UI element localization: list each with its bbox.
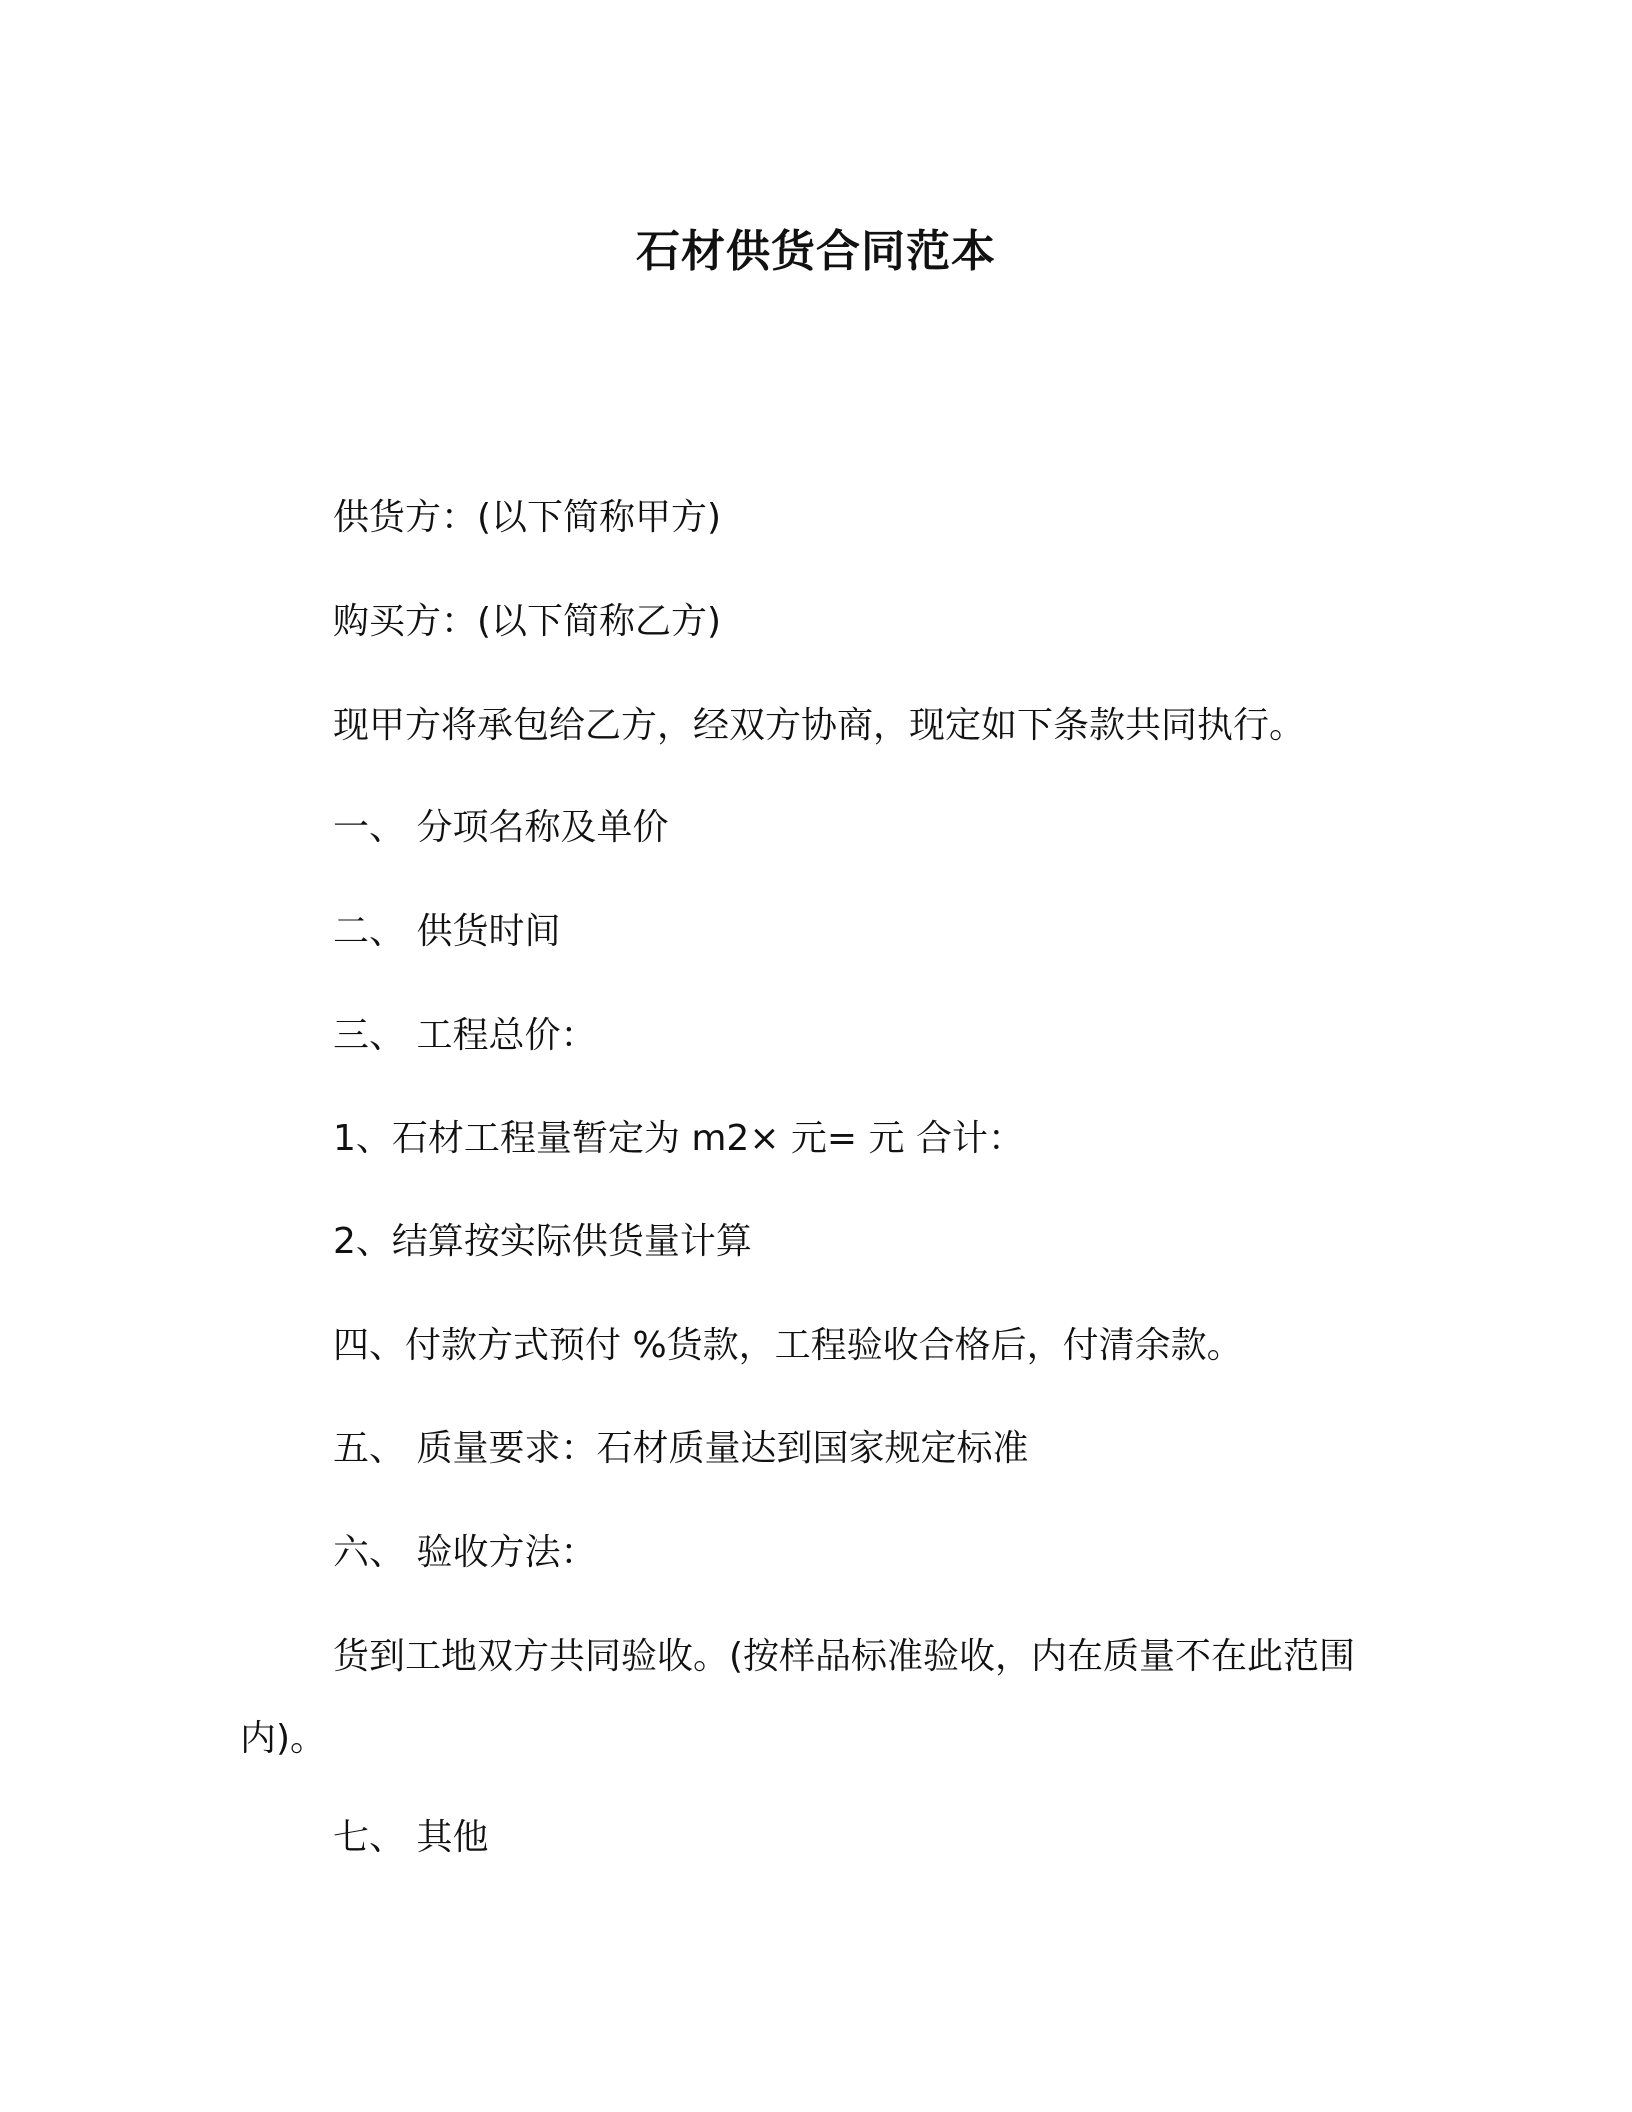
price-item-2: 2、结算按实际供货量计算 [333, 1221, 752, 1262]
document-title: 石材供货合同范本 [636, 226, 996, 277]
section-6-heading: 六、 验收方法： [333, 1532, 597, 1573]
acceptance-paragraph: 货到工地双方共同验收。(按样品标准验收，内在质量不在此范围内)。 [240, 1636, 1356, 1759]
section-3-heading: 三、 工程总价： [333, 1015, 597, 1056]
section-4-payment: 四、付款方式预付 %货款，工程验收合格后，付清余款。 [333, 1325, 1243, 1366]
price-item-1: 1、石材工程量暂定为 m2× 元= 元 合计： [333, 1118, 1024, 1159]
section-5-quality: 五、 质量要求：石材质量达到国家规定标准 [333, 1428, 1029, 1469]
section-1-heading: 一、 分项名称及单价 [333, 807, 669, 848]
section-2-heading: 二、 供货时间 [333, 911, 561, 952]
section-7-heading: 七、 其他 [333, 1817, 489, 1858]
buyer-line: 购买方：(以下简称乙方) [333, 601, 722, 642]
supplier-line: 供货方：(以下简称甲方) [333, 497, 722, 538]
intro-line: 现甲方将承包给乙方，经双方协商，现定如下条款共同执行。 [333, 705, 1306, 746]
